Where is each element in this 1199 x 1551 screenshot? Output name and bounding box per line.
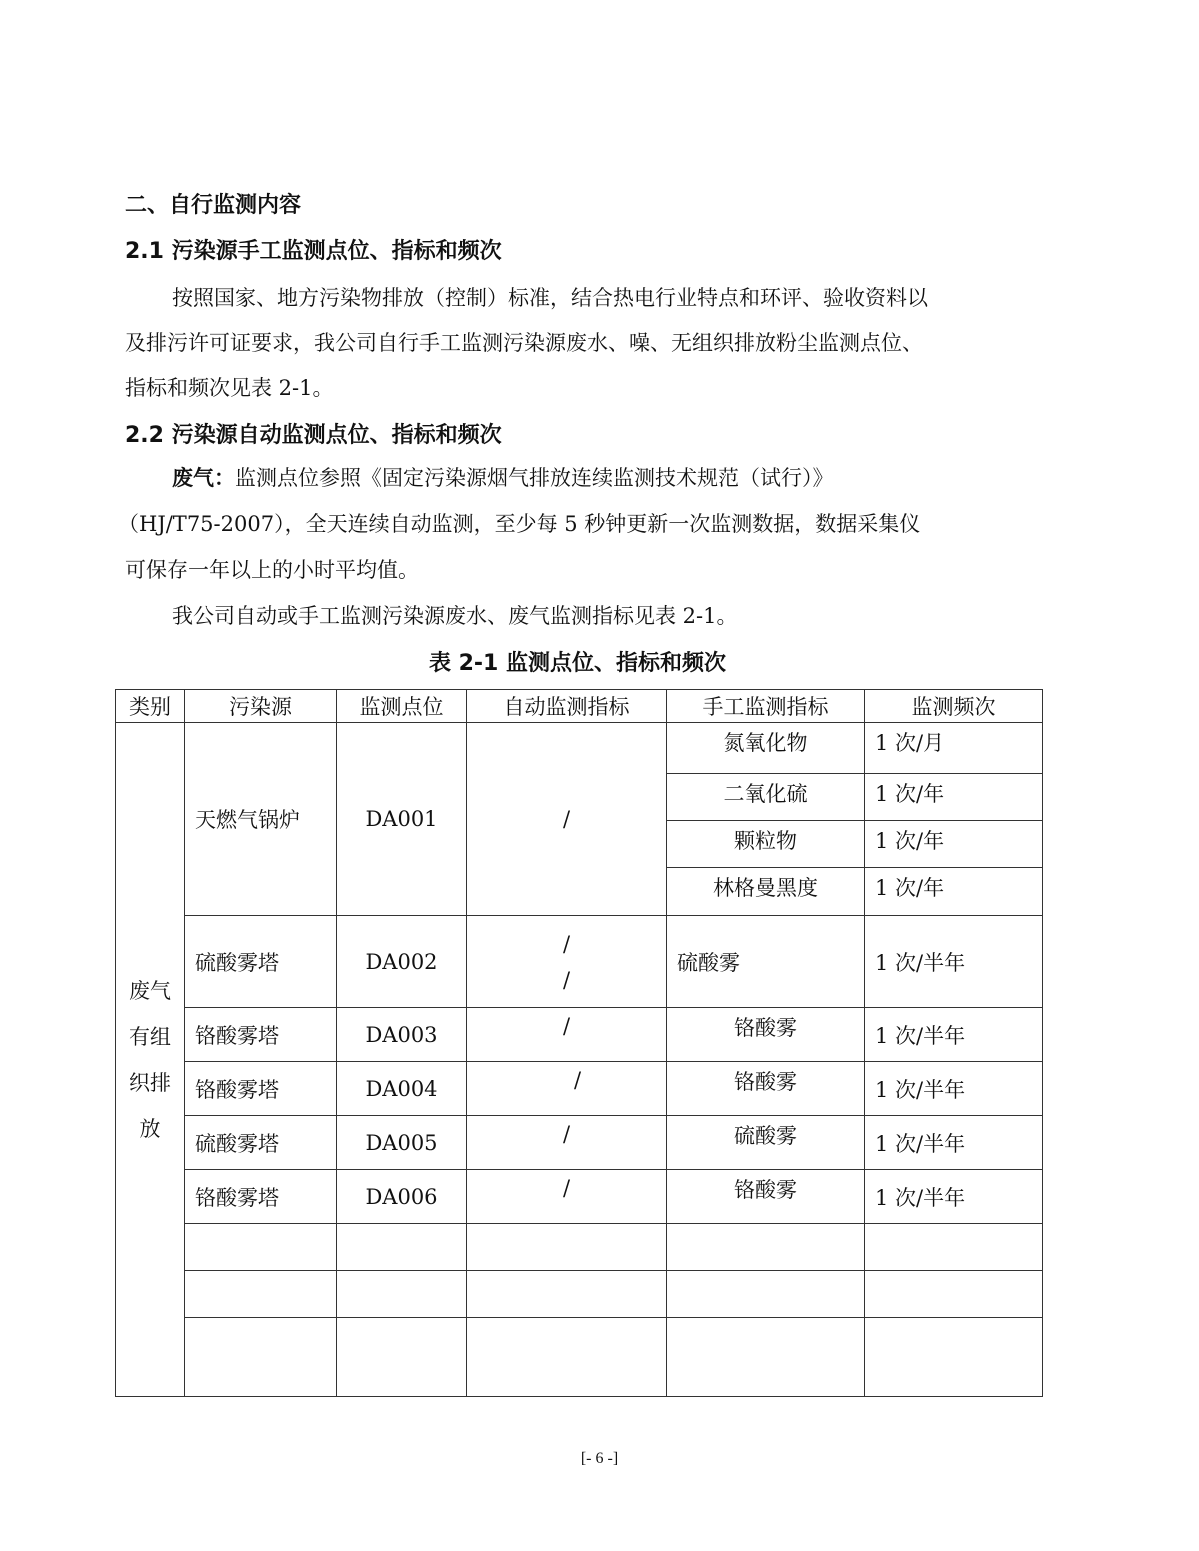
point-cell: DA003 bbox=[337, 1008, 467, 1062]
monitoring-table bbox=[115, 689, 1043, 1397]
paragraph-line: 及排污许可证要求，我公司自行手工监测污染源废水、噪、无组织排放粉尘监测点位、 bbox=[125, 331, 923, 355]
category-line: 放 bbox=[139, 1116, 161, 1141]
table-row bbox=[116, 1062, 1043, 1116]
manual-cell: 氮氧化物 bbox=[667, 723, 865, 774]
freq-cell: 1 次/半年 bbox=[865, 1116, 1043, 1170]
auto-cell bbox=[467, 916, 667, 1008]
paragraph-line: （HJ/T75-2007），全天连续自动监测，至少每 5 秒钟更新一次监测数据，数据采集仪 bbox=[118, 512, 921, 536]
manual-cell: 颗粒物 bbox=[667, 821, 865, 868]
auto-value: / bbox=[562, 931, 571, 956]
paragraph-line: 我公司自动或手工监测污染源废水、废气监测指标见表 2-1。 bbox=[172, 604, 738, 628]
point-cell: DA001 bbox=[337, 723, 467, 916]
source-cell: 硫酸雾塔 bbox=[185, 916, 337, 1008]
empty-row bbox=[116, 1271, 1043, 1318]
table-row bbox=[116, 1170, 1043, 1224]
section-title: 二、自行监测内容 bbox=[125, 193, 302, 218]
freq-cell: 1 次/年 bbox=[865, 774, 1043, 821]
freq-cell: 1 次/半年 bbox=[865, 1170, 1043, 1224]
page-number: [- 6 -] bbox=[580, 1450, 619, 1467]
auto-cell: / bbox=[467, 723, 667, 916]
source-cell: 铬酸雾塔 bbox=[185, 1062, 337, 1116]
manual-cell: 铬酸雾 bbox=[667, 1062, 865, 1116]
freq-cell: 1 次/半年 bbox=[865, 916, 1043, 1008]
subsection-title-2-1: 2.1 污染源手工监测点位、指标和频次 bbox=[125, 239, 502, 264]
empty-row bbox=[116, 1318, 1043, 1397]
manual-cell: 硫酸雾 bbox=[667, 916, 865, 1008]
header-cell: 监测频次 bbox=[865, 690, 1043, 723]
category-line: 废气 bbox=[129, 978, 171, 1003]
bold-label: 废气： bbox=[172, 466, 235, 490]
source-cell: 铬酸雾塔 bbox=[185, 1008, 337, 1062]
auto-cell: / bbox=[467, 1008, 667, 1062]
source-cell: 铬酸雾塔 bbox=[185, 1170, 337, 1224]
freq-cell: 1 次/年 bbox=[865, 868, 1043, 916]
table-row bbox=[116, 1116, 1043, 1170]
auto-cell: / bbox=[467, 1062, 667, 1116]
freq-cell: 1 次/年 bbox=[865, 821, 1043, 868]
header-cell: 自动监测指标 bbox=[467, 690, 667, 723]
category-line: 织排 bbox=[129, 1070, 171, 1095]
table-header-row bbox=[116, 690, 1043, 723]
paragraph-line: 指标和频次见表 2-1。 bbox=[125, 376, 334, 400]
manual-cell: 林格曼黑度 bbox=[667, 868, 865, 916]
header-cell: 类别 bbox=[116, 690, 185, 723]
freq-cell: 1 次/半年 bbox=[865, 1008, 1043, 1062]
source-cell: 天燃气锅炉 bbox=[185, 723, 337, 916]
category-line: 有组 bbox=[129, 1024, 171, 1049]
table-row bbox=[116, 1008, 1043, 1062]
paragraph-line: 可保存一年以上的小时平均值。 bbox=[125, 558, 419, 582]
header-cell: 手工监测指标 bbox=[667, 690, 865, 723]
subsection-title-2-2: 2.2 污染源自动监测点位、指标和频次 bbox=[125, 423, 502, 448]
point-cell: DA002 bbox=[337, 916, 467, 1008]
table-row bbox=[116, 916, 1043, 1008]
manual-cell: 铬酸雾 bbox=[667, 1008, 865, 1062]
point-cell: DA006 bbox=[337, 1170, 467, 1224]
point-cell: DA004 bbox=[337, 1062, 467, 1116]
manual-cell: 硫酸雾 bbox=[667, 1116, 865, 1170]
table-row bbox=[116, 723, 1043, 774]
paragraph-text: 监测点位参照《固定污染源烟气排放连续监测技术规范（试行）》 bbox=[235, 466, 834, 490]
paragraph-line bbox=[172, 462, 834, 492]
header-cell: 监测点位 bbox=[337, 690, 467, 723]
auto-cell: / bbox=[467, 1170, 667, 1224]
empty-row bbox=[116, 1224, 1043, 1271]
category-cell bbox=[116, 723, 185, 1397]
manual-cell: 二氧化硫 bbox=[667, 774, 865, 821]
source-cell: 硫酸雾塔 bbox=[185, 1116, 337, 1170]
auto-cell: / bbox=[467, 1116, 667, 1170]
manual-cell: 铬酸雾 bbox=[667, 1170, 865, 1224]
freq-cell: 1 次/半年 bbox=[865, 1062, 1043, 1116]
header-cell: 污染源 bbox=[185, 690, 337, 723]
freq-cell: 1 次/月 bbox=[865, 723, 1043, 774]
paragraph-line: 按照国家、地方污染物排放（控制）标准，结合热电行业特点和环评、验收资料以 bbox=[172, 286, 928, 310]
point-cell: DA005 bbox=[337, 1116, 467, 1170]
table-caption: 表 2-1 监测点位、指标和频次 bbox=[428, 651, 727, 676]
auto-value: / bbox=[562, 967, 571, 992]
